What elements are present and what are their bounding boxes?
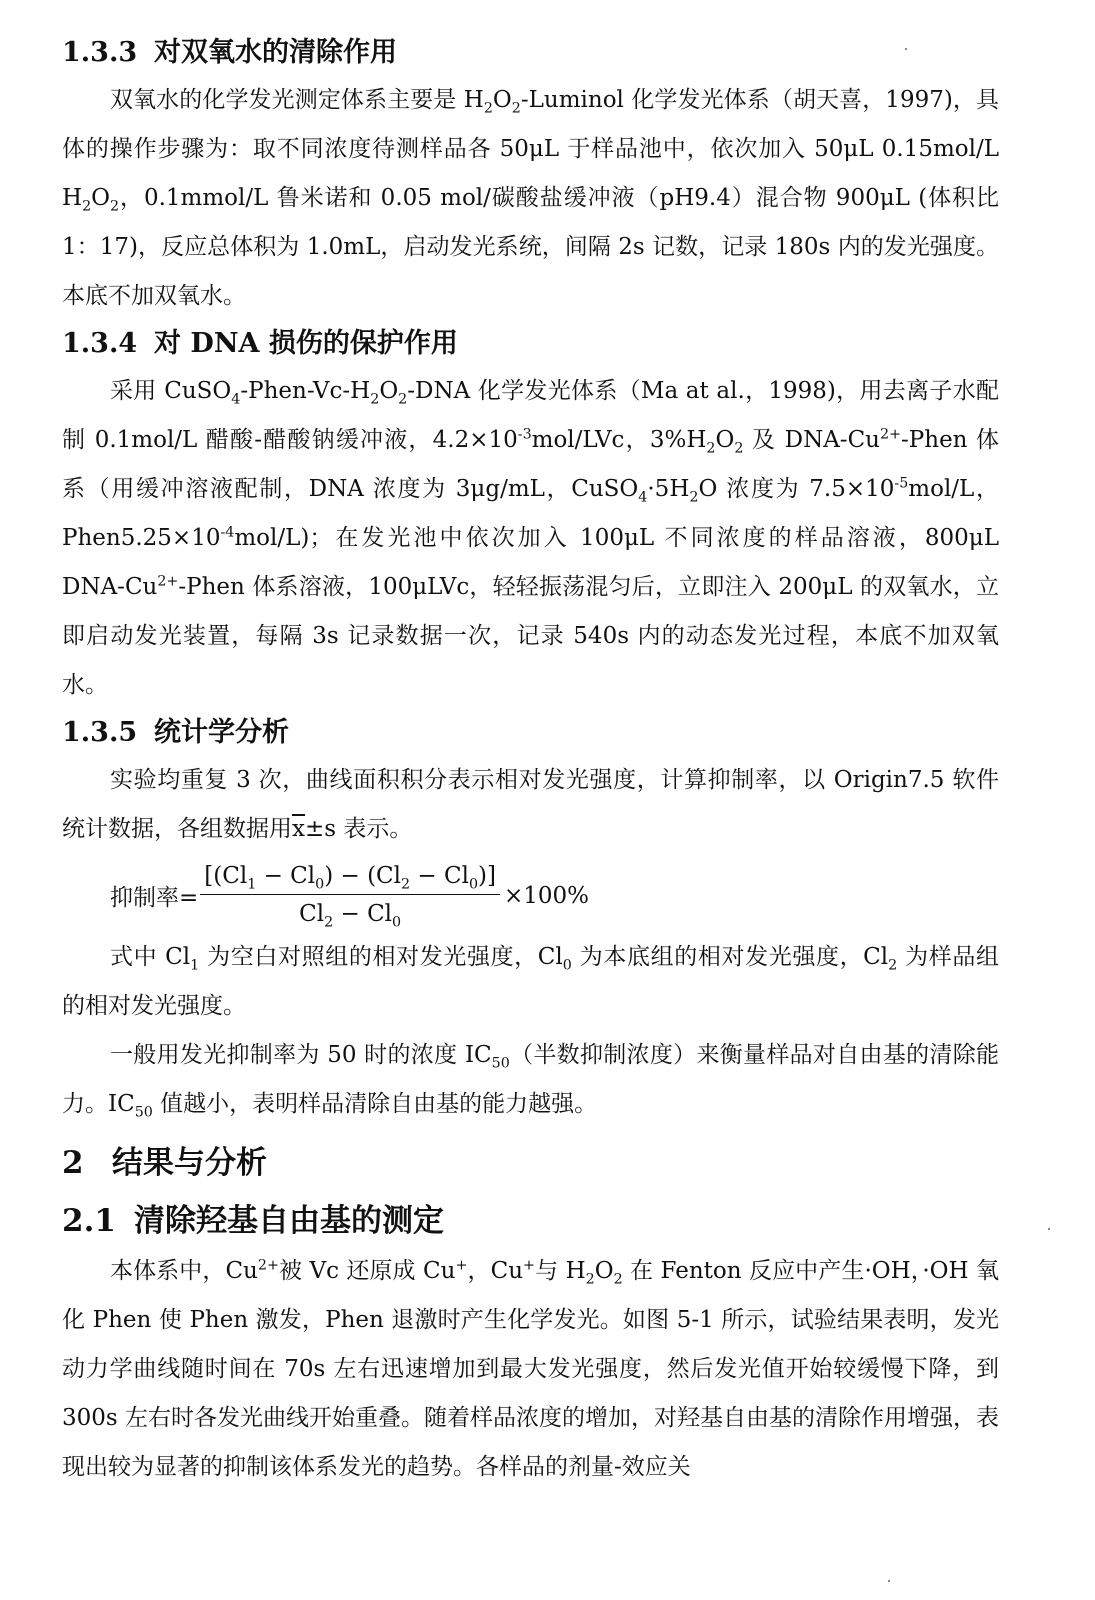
x-bar-symbol: $\overline{x}$ bbox=[292, 816, 305, 842]
section-title: 统计学分析 bbox=[154, 717, 289, 748]
paragraph-formula-legend: 式中 $Cl_1$ 为空白对照组的相对发光强度，$Cl_0$ 为本底组的相对发光强度，$Cl_2$ 为样品组的相对发光强度。 bbox=[62, 944, 1000, 1019]
section-number: 1.3.5 bbox=[62, 717, 138, 748]
heading-2-1 bbox=[62, 1195, 999, 1247]
formula-rhs: ×100% bbox=[503, 882, 589, 909]
paragraph-ic50: 一般用发光抑制率为 50 时的浓度 $IC_{50}$（半数抑制浓度）来衡量样品对自由基的清除能力。$IC_{50}$ 值越小，表明样品清除自由基的能力越强。 bbox=[62, 1042, 1000, 1121]
paragraph-h2o2-method: 双氧水的化学发光测定体系主要是 $H_2O_2$-Luminol 化学发光体系（胡天喜，1997)，具体的操作步骤为：取不同浓度待测样品各 50μL 于样品池中，依次加入 50μL 0.15mol/L $H_2O_2$，0.1mmol/L 鲁米诺和 0.05 mol/碳酸盐缓冲液（pH9.4）混合物 900μL (体积比 1：17)，反应总体积为 1.0mL，启动发光系统，间隔 2s 记数，记录 180s 内的发光强度。本底不加双氧水。 bbox=[62, 87, 999, 309]
paragraph-dna-method: 采用 $CuSO_4-Phen-Vc-H_2O_2$-DNA 化学发光体系（Ma at al.，1998)，用去离子水配制 0.1mol/L 醋酸-醋酸钠缓冲液，$4.2\times 10^{-3}mol$/LVc，$3\%H_2O_2$ 及 DNA-$Cu^{2+}$-Phen 体系（用缓冲溶液配制，DNA 浓度为 3μg/mL，$CuSO_4\cdot 5H_2O$ 浓度为 $7.5\times 10^{-5}mol/L$，$Phen5.25\times 10^{-4}mol/L$)；在发光池中依次加入 100μL 不同浓度的样品溶液，800μL DNA-$Cu^{2+}$-Phen 体系溶液，100μLVc，轻轻振荡混匀后，立即注入 200μL 的双氧水，立即启动发光装置，每隔 3s 记录数据一次，记录 540s 内的动态发光过程，本底不加双氧水。 bbox=[62, 378, 1000, 698]
formula-denominator: $Cl_2 - Cl_0$ bbox=[299, 901, 402, 931]
section-number: 1.3.4 bbox=[62, 328, 138, 359]
inhibition-rate-formula bbox=[110, 860, 999, 931]
paragraph-hydroxyl-results: 本体系中，$Cu^{2+}$被 Vc 还原成 Cu+，Cu+与 $H_2O_2$ 在 Fenton 反应中产生·OH，·OH 氧化 Phen 使 Phen 激发，Phen 退激时产生化学发光。如图 5-1 所示，试验结果表明，发光动力学曲线随时间在 70s 左右迅速增加到最大发光强度，然后发光值开始较缓慢下降，到 300s 左右时各发光曲线开始重叠。随着样品浓度的增加，对羟基自由基的清除作用增强，表现出较为显著的抑制该体系发光的趋势。各样品的剂量-效应关 bbox=[62, 1257, 1000, 1480]
formula-numerator: $[(Cl_1 - Cl_0) - (Cl_2 - Cl_0)]$ bbox=[200, 860, 500, 895]
formula-lhs: 抑制率= bbox=[110, 885, 199, 911]
section-title: 对双氧水的清除作用 bbox=[154, 37, 397, 68]
section-title: 结果与分析 bbox=[112, 1145, 267, 1181]
heading-2 bbox=[62, 1137, 999, 1189]
section-title: 清除羟基自由基的测定 bbox=[134, 1203, 444, 1239]
heading-1-3-3 bbox=[62, 30, 999, 76]
paragraph-statistics: 实验均重复 3 次，曲线面积积分表示相对发光强度，计算抑制率，以 Origin7.5 软件统计数据，各组数据用$\overline{x}\pm s$ 表示。 bbox=[62, 767, 999, 842]
heading-1-3-5 bbox=[62, 710, 999, 756]
scan-speck bbox=[888, 1580, 890, 1582]
scan-speck bbox=[905, 48, 907, 50]
section-title: 对 DNA 损伤的保护作用 bbox=[154, 328, 458, 359]
section-number: 1.3.3 bbox=[62, 37, 138, 68]
section-number: 2.1 bbox=[62, 1203, 116, 1239]
scan-speck bbox=[1048, 1228, 1050, 1230]
formula-fraction bbox=[200, 860, 500, 931]
heading-1-3-4 bbox=[62, 321, 999, 367]
section-number: 2 bbox=[62, 1145, 84, 1181]
